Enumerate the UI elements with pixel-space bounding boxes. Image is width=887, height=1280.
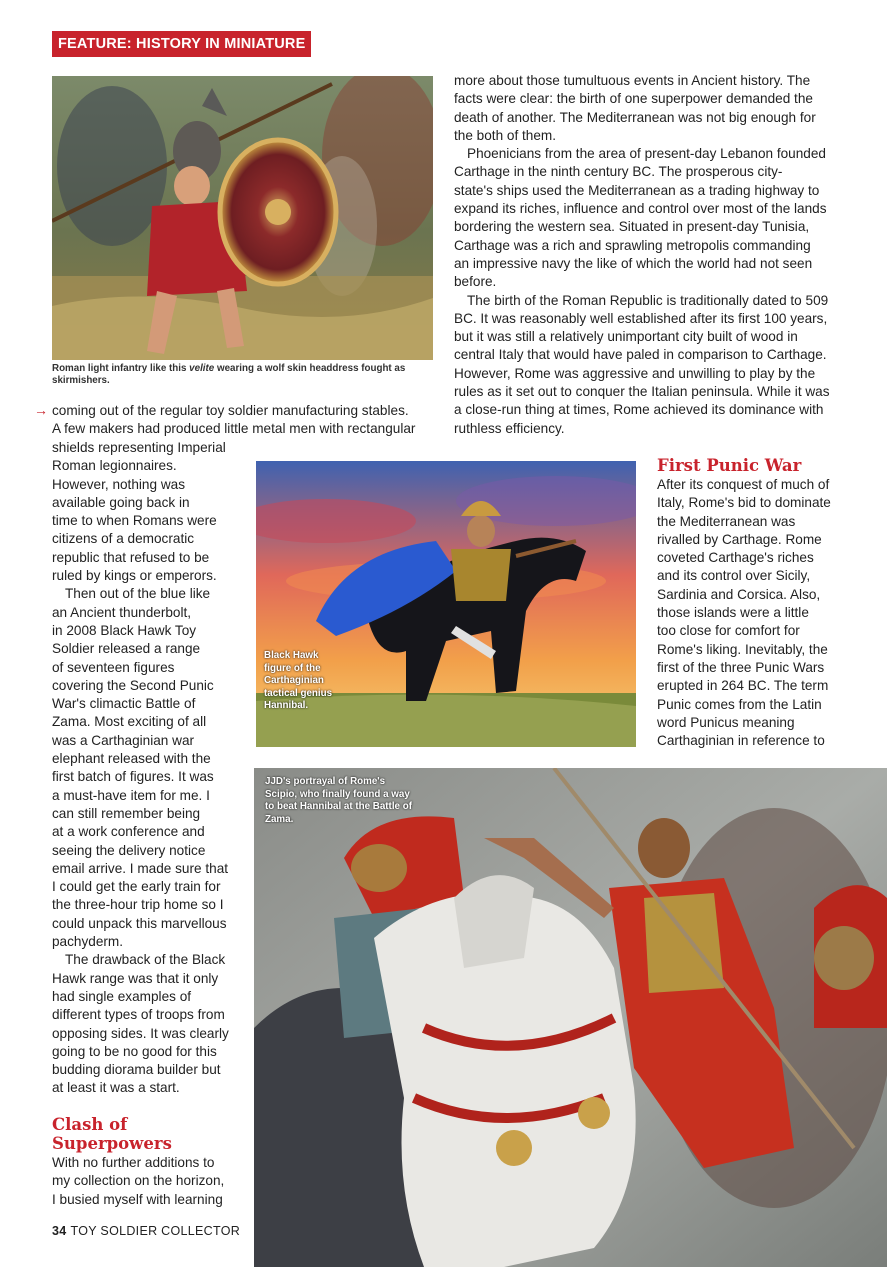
magazine-name: TOY SOLDIER COLLECTOR [70, 1224, 241, 1238]
velite-photo [52, 76, 433, 360]
left-column-intro: coming out of the regular toy soldier manufacturing stables. A few makers had produced little metal men with rectangular [52, 403, 416, 437]
right-column-body: more about those tumultuous events in Ancient history. The facts were clear: the birth of one superpower demanded the death of another. The Mediterranean was not big enough for the both of them. Phoenicians from the area of present-day Lebanon founded Carthage in the ninth century BC. The prosperous city- state's ships used the Mediterranean as a trading highway to expand its riches, influence and control over most of the lands bordering the western sea. Situated in present-day Tunisia, Carthage was a rich and sprawling metropolis commanding an impressive navy the like of which the world had not seen before. The birth of the Roman Republic is traditionally dated to 509 BC. It was reasonably well established after its first 100 years, but it was still a relatively unimportant city built of wood in central Italy that would have paled in comparison to Carthage. However, Rome was aggressive and unwilling to play by the rules as it set out to conquer the Italian peninsula. While it was a close-run thing at times, Rome achieved its dominance with ruthless efficiency. [454, 73, 830, 436]
page-number: 34 [52, 1224, 67, 1238]
punic-heading: First Punic War [657, 456, 802, 475]
clash-heading: Clash of Superpowers [52, 1115, 172, 1153]
left-column-body: shields representing Imperial Roman legionnaires. However, nothing was available going back in time to when Romans were citizens of a democratic republic that refused to be ruled by kings or emperors. Then out of the blue like an Ancient thunderbolt, in 2008 Black Hawk Toy Soldier released a range of seventeen figures covering the Second Punic War's climactic Battle of Zama. Most exciting of all was a Carthaginian war elephant released with the first batch of figures. It was a must-have item for me. I can still remember being at a work conference and seeing the delivery notice email arrive. I made sure that I could get the early train for the three-hour trip home so I could unpack this marvellous pachyderm. The drawback of the Black Hawk range was that it only had single examples of different types of troops from opposing sides. It was clearly going to be no good for this budding diorama builder but at least it was a start. [52, 440, 229, 1096]
section-tag: FEATURE: HISTORY IN MINIATURE [52, 31, 311, 57]
clash-body: With no further additions to my collection on the horizon, I busied myself with learning [52, 1155, 225, 1207]
scipio-caption: JJD's portrayal of Rome's Scipio, who finally found a way to beat Hannibal at the Battle of Zama. [265, 776, 412, 825]
continuation-arrow-icon: → [34, 402, 48, 418]
scipio-photo [254, 768, 887, 1267]
hannibal-caption: Black Hawk figure of the Carthaginian tactical genius Hannibal. [264, 650, 333, 711]
punic-body: After its conquest of much of Italy, Rome's bid to dominate the Mediterranean was rivalled by Carthage. Rome coveted Carthage's riches and its control over Sicily, Sardinia and Corsica. Also, those islands were a little too close for comfort for Rome's liking. Inevitably, the first of the three Punic Wars erupted in 264 BC. The term Punic comes from the Latin word Punicus meaning Carthaginian in reference to [657, 477, 831, 749]
velite-caption: Roman light infantry like this velite wearing a wolf skin headdress fought as skirmishers. [52, 363, 406, 386]
page-folio [52, 1224, 240, 1238]
